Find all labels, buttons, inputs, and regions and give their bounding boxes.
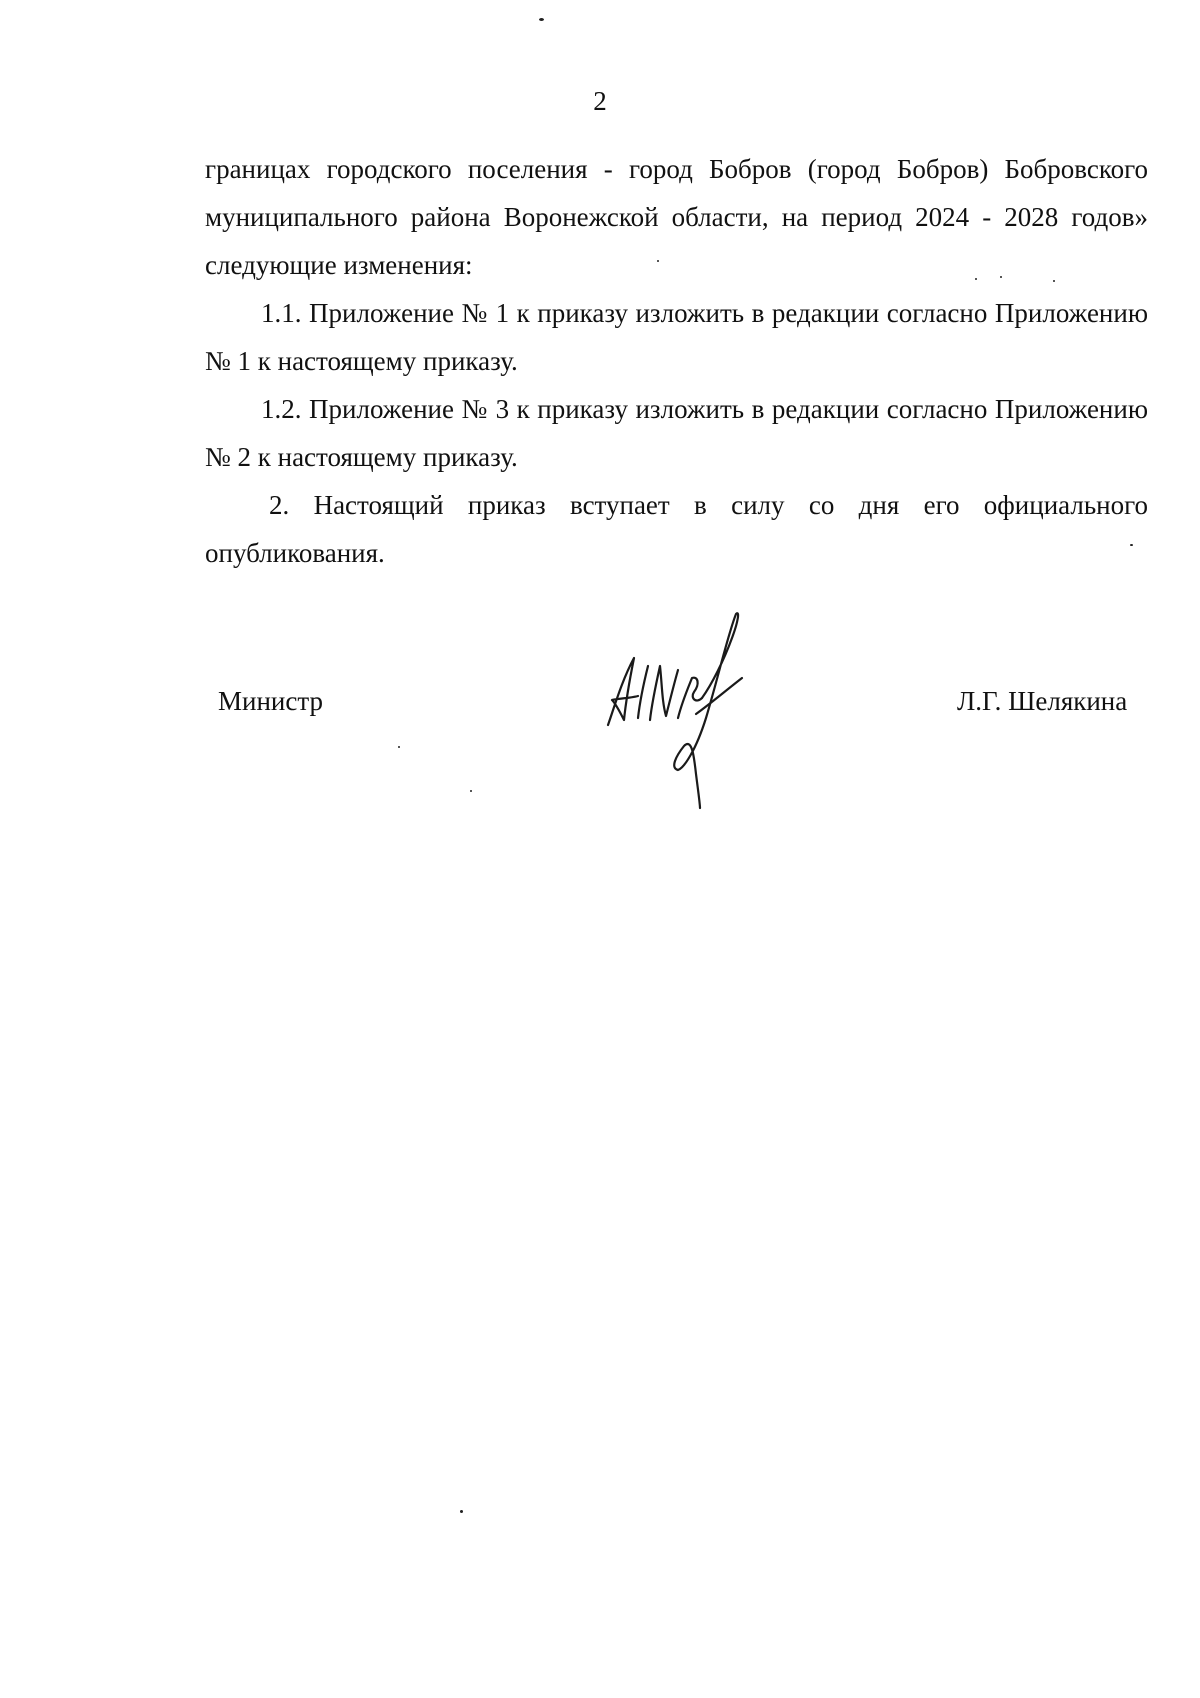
- scan-speck: [460, 1510, 463, 1513]
- paragraph-continuation: границах городского поселения - город Бобров (город Бобров) Бобровского муниципального района Воронежской области, на период 2024 - 2028 годов» следующие изменения:: [205, 154, 1148, 280]
- page-number: 2: [593, 86, 607, 116]
- scan-speck: [657, 260, 659, 262]
- scan-speck: [398, 746, 400, 748]
- paragraph-item-1-2: 1.2. Приложение № 3 к приказу изложить в редакции согласно Приложению № 2 к настоящему приказу.: [205, 394, 1148, 472]
- handwritten-signature: [600, 600, 770, 815]
- paragraph-item-1-1: 1.1. Приложение № 1 к приказу изложить в редакции согласно Приложению № 1 к настоящему приказу.: [205, 298, 1148, 376]
- scan-speck: [975, 278, 977, 280]
- scan-speck: [1130, 544, 1133, 546]
- scan-speck: [539, 18, 544, 21]
- scan-speck: [1000, 276, 1002, 278]
- signatory-title: Министр: [218, 686, 323, 716]
- scan-speck: [1053, 280, 1055, 282]
- document-body: [205, 145, 1148, 577]
- signatory-name: Л.Г. Шелякина: [957, 686, 1128, 716]
- scan-speck: [470, 790, 472, 792]
- paragraph-item-2: 2. Настоящий приказ вступает в силу со дня его официального опубликования.: [205, 490, 1148, 568]
